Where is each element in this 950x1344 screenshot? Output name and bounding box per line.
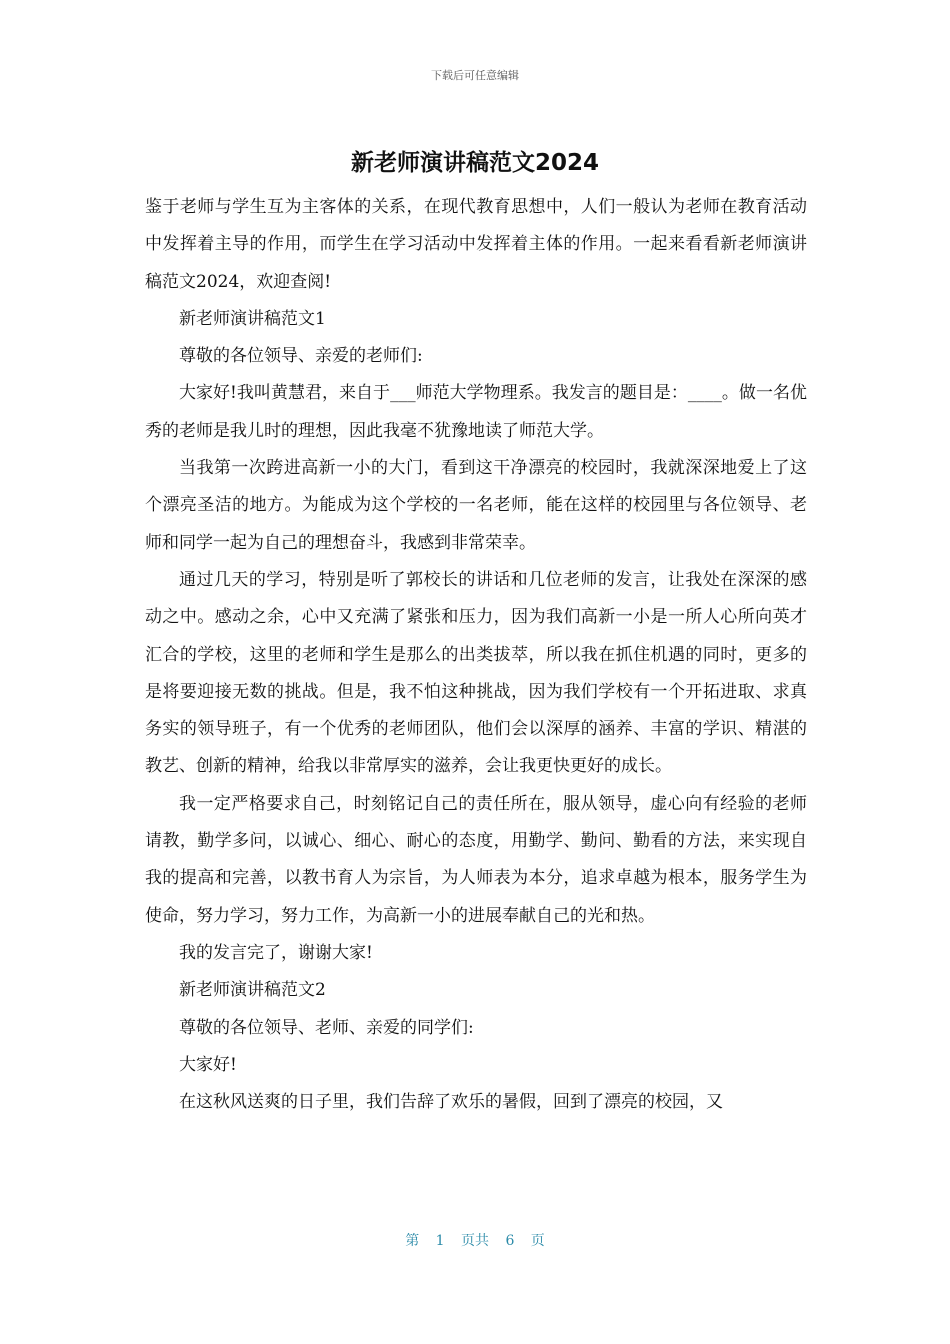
greeting-2: 大家好!: [179, 1054, 237, 1075]
body-paragraph: 通过几天的学习，特别是听了郭校长的讲话和几位老师的发言，让我处在深深的感动之中。感动之余，心中又充满了紧张和压力，因为我们高新一小是一所人心所向英才汇合的学校，这里的老师和学生是那么的出类拔萃，所以我在抓住机遇的同时，更多的是将要迎接无数的挑战。但是，我不怕这种挑战，因为我们学校有一个开拓进取、求真务实的领导班子，有一个优秀的老师团队，他们会以深厚的涵养、丰富的学识、精湛的教艺、创新的精神，给我以非常厚实的滋养，会让我更快更好的成长。: [145, 569, 807, 777]
salutation-2: 尊敬的各位领导、老师、亲爱的同学们:: [179, 1017, 474, 1038]
intro-paragraph: 鉴于老师与学生互为主客体的关系，在现代教育思想中，人们一般认为老师在教育活动中发挥着主导的作用，而学生在学习活动中发挥着主体的作用。一起来看看新老师演讲稿范文2024，欢迎查阅!: [145, 197, 807, 292]
body-paragraph: 我一定严格要求自己，时刻铭记自己的责任所在，服从领导，虚心向有经验的老师请教，勤学多问，以诚心、细心、耐心的态度，用勤学、勤问、勤看的方法，来实现自我的提高和完善，以教书育人为宗旨，为人师表为本分，追求卓越为根本，服务学生为使命，努力学习，努力工作，为高新一小的进展奉献自己的光和热。: [145, 793, 807, 926]
closing-line-1: 我的发言完了，谢谢大家!: [179, 942, 373, 963]
document-title: 新老师演讲稿范文2024: [350, 150, 599, 176]
body-paragraph: 大家好!我叫黄慧君，来自于___师范大学物理系。我发言的题目是：____。做一名优秀的老师是我儿时的理想，因此我毫不犹豫地读了师范大学。: [145, 383, 807, 441]
page-number-footer: 第 1 页共 6 页: [405, 1233, 545, 1249]
document-body: [145, 189, 807, 1121]
body-paragraph: 当我第一次跨进高新一小的大门，看到这干净漂亮的校园时，我就深深地爱上了这个漂亮圣洁的地方。为能成为这个学校的一名老师，能在这样的校园里与各位领导、老师和同学一起为自己的理想奋斗，我感到非常荣幸。: [145, 458, 807, 553]
section-heading-2: 新老师演讲稿范文2: [179, 980, 326, 1001]
body-paragraph: 在这秋风送爽的日子里，我们告辞了欢乐的暑假，回到了漂亮的校园，又: [179, 1092, 723, 1113]
salutation-1: 尊敬的各位领导、亲爱的老师们:: [179, 346, 423, 367]
header-note: 下载后可任意编辑: [431, 69, 519, 82]
section-heading-1: 新老师演讲稿范文1: [179, 308, 326, 329]
